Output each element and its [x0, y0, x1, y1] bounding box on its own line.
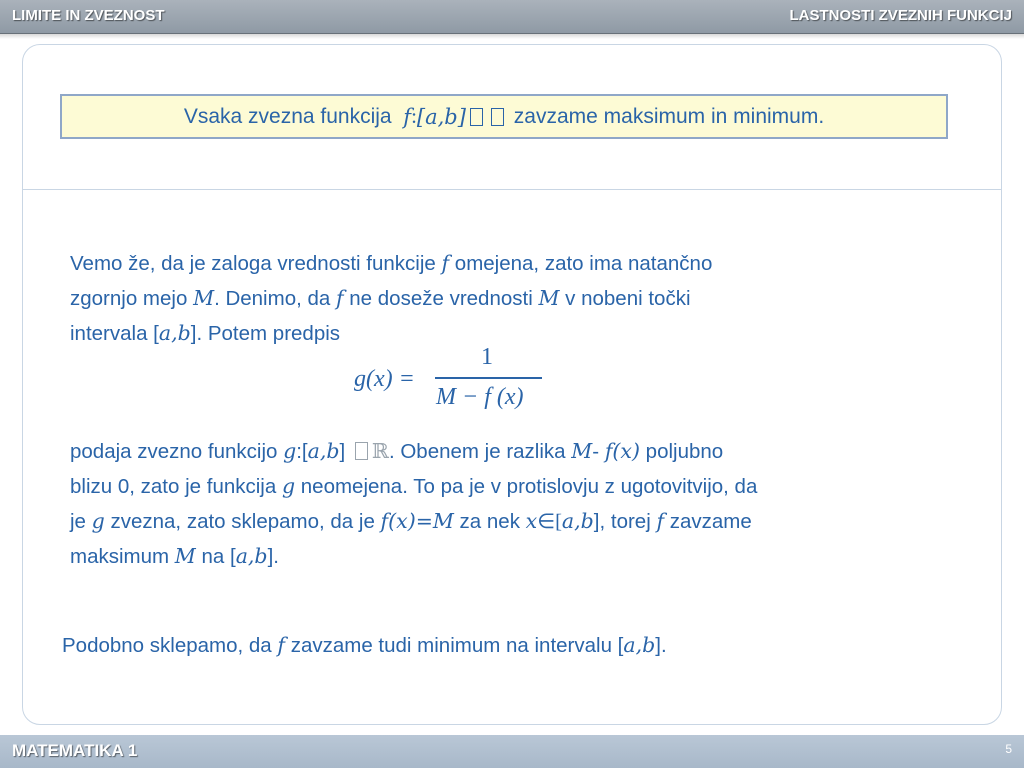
math-g: g [283, 439, 297, 463]
p1-line-1 [70, 246, 712, 281]
text: ]. [267, 545, 279, 568]
text: blizu 0, zato je funkcija [70, 475, 282, 498]
text: na [ [195, 545, 236, 568]
math-f: f [656, 509, 665, 533]
p2-line-3 [70, 504, 757, 539]
text: intervala [ [70, 322, 159, 345]
missing-glyph-icon [355, 442, 368, 460]
text: je [70, 510, 92, 533]
section-title: LASTNOSTI ZVEZNIH FUNKCIJ [789, 7, 1012, 24]
theorem-box [60, 94, 948, 139]
formula-numerator: 1 [481, 344, 493, 370]
paragraph-1 [70, 246, 712, 351]
text: - [592, 440, 605, 463]
math-M: M [174, 544, 196, 568]
missing-glyph-icon [491, 108, 504, 126]
panel-divider [22, 189, 1002, 190]
text: . Obenem je razlika [388, 440, 572, 463]
math-in: ∈[ [537, 511, 562, 533]
theorem-colon: : [411, 104, 417, 128]
formula-denominator: M − f (x) [436, 384, 524, 410]
math-reals: ℝ [371, 439, 389, 463]
formula-g [354, 344, 554, 420]
math-f: f [277, 633, 285, 657]
math-M: M [193, 286, 215, 310]
math-interval: a,b [623, 633, 656, 657]
formula-lhs: g(x) = [354, 366, 415, 392]
text: . Denimo, da [214, 287, 336, 310]
math-fx: f(x) [604, 439, 640, 463]
text: zavzame [664, 510, 752, 533]
theorem-text-pre: Vsaka zvezna funkcija [183, 104, 392, 128]
math-fx-equals-M: f(x)=M [380, 509, 454, 533]
text: Vemo že, da je zaloga vrednosti funkcije [70, 252, 442, 275]
math-g: g [281, 474, 296, 498]
text: v nobeni točki [559, 287, 691, 310]
text: ] [339, 440, 346, 463]
text: :[ [296, 440, 308, 463]
paragraph-3 [62, 628, 667, 663]
p2-line-4 [70, 539, 757, 574]
p2-line-2 [70, 469, 757, 504]
theorem-text-post: zavzame maksimum in minimum. [513, 104, 825, 128]
text: ne doseže vrednosti [343, 287, 539, 310]
page-number: 5 [1005, 742, 1012, 756]
text: maksimum [70, 545, 175, 568]
footer-bar [0, 735, 1024, 768]
fraction-bar [435, 377, 542, 379]
text: poljubno [639, 440, 724, 463]
text: neomejena. To pa je v protislovju z ugotovitvijo, da [295, 475, 758, 498]
text: zvezna, zato sklepamo, da je [104, 510, 381, 533]
text: ]. Potem predpis [190, 322, 341, 345]
math-f: f [441, 251, 450, 275]
math-interval: a,b [561, 509, 594, 533]
text: zavzame tudi minimum na intervalu [ [285, 634, 624, 657]
text: omejena, zato ima natančno [449, 252, 713, 275]
theorem-f: f [403, 104, 412, 129]
p1-line-2 [70, 281, 712, 316]
math-x: x [525, 509, 538, 533]
math-M: M [538, 286, 560, 310]
course-title: MATEMATIKA 1 [12, 741, 138, 760]
missing-glyph-icon [470, 108, 483, 126]
theorem-interval: [a,b] [416, 104, 466, 129]
math-M: M [571, 439, 593, 463]
text: podaja zvezno funkcijo [70, 440, 284, 463]
math-g: g [91, 509, 105, 533]
text: zgornjo mejo [70, 287, 194, 310]
text: Podobno sklepamo, da [62, 634, 278, 657]
text: za nek [453, 510, 526, 533]
math-interval: a,b [235, 544, 268, 568]
math-f: f [335, 286, 344, 310]
text: ]. [655, 634, 667, 657]
chapter-title: LIMITE IN ZVEZNOST [12, 7, 165, 24]
text: ], torej [593, 510, 657, 533]
p2-line-1 [70, 434, 757, 469]
math-interval: a,b [158, 321, 191, 345]
paragraph-2 [70, 434, 757, 574]
math-interval: a,b [307, 439, 340, 463]
